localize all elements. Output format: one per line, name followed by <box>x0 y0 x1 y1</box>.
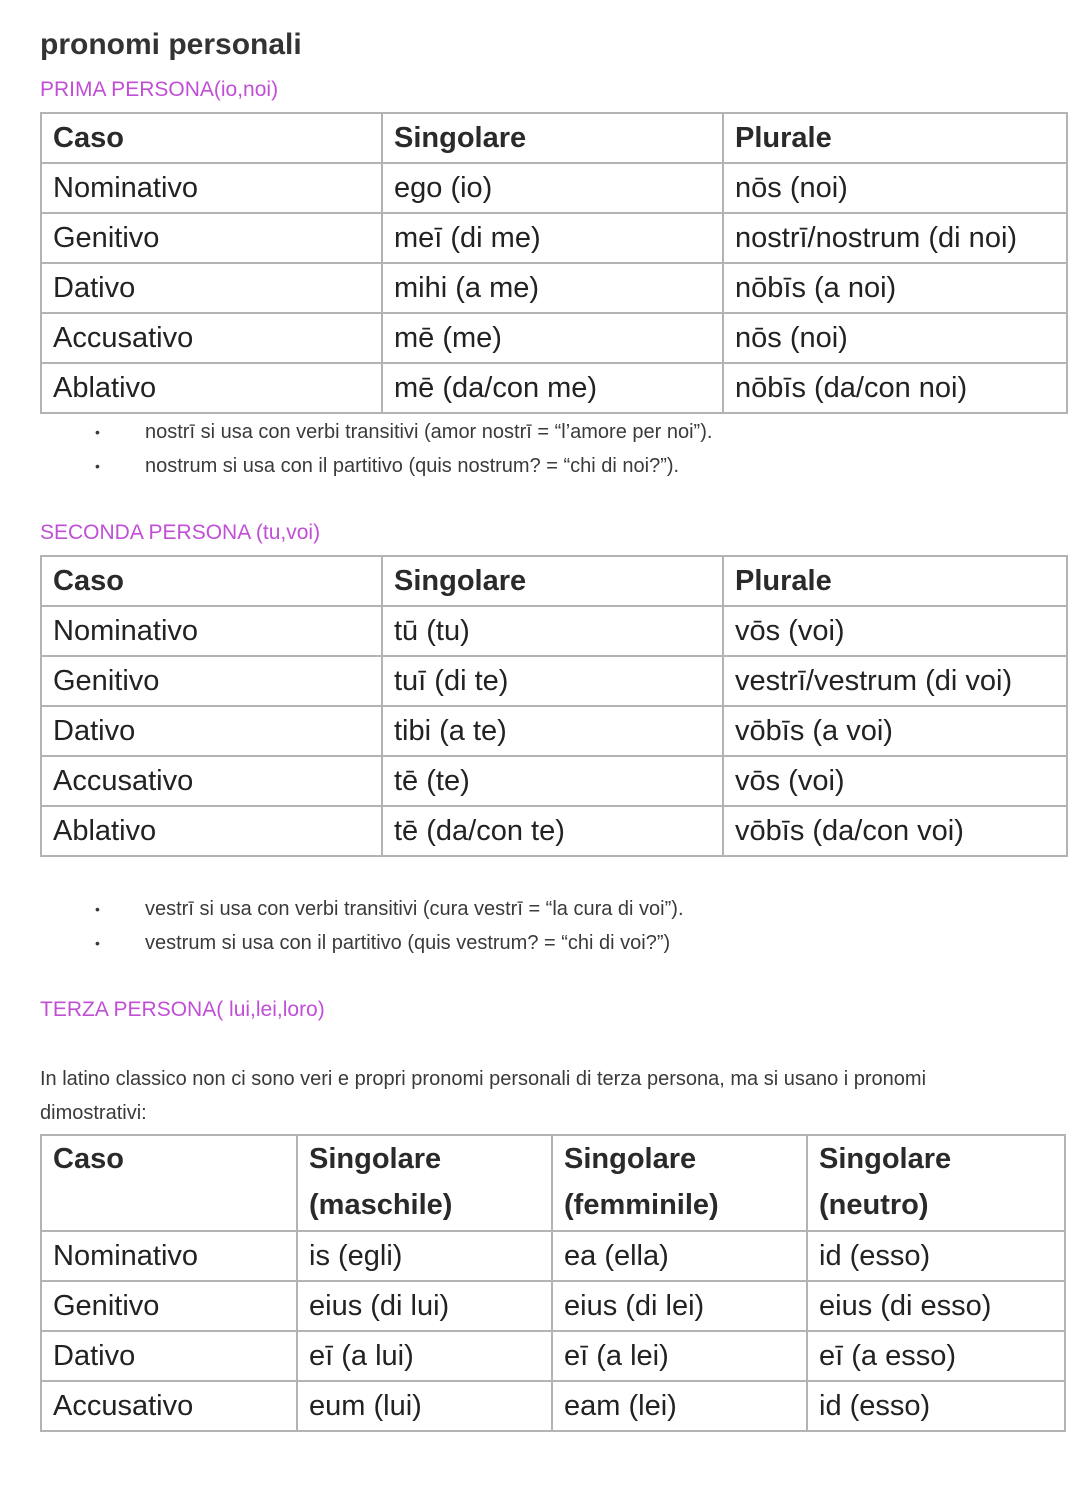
plural-cell: vōbīs (da/con voi) <box>723 806 1067 856</box>
header-cell: Singolare <box>382 556 723 606</box>
second-person-table <box>40 555 1068 857</box>
header-cell: Caso <box>41 113 382 163</box>
case-cell: Nominativo <box>41 163 382 213</box>
table-row <box>41 1281 1065 1331</box>
table-row <box>41 606 1067 656</box>
section-label-third-person: TERZA PERSONA( lui,lei,loro) <box>40 998 325 1021</box>
table-row <box>41 313 1067 363</box>
list-item <box>40 892 684 926</box>
table-header-row <box>41 556 1067 606</box>
feminine-cell: eam (lei) <box>552 1381 807 1431</box>
plural-cell: vestrī/vestrum (di voi) <box>723 656 1067 706</box>
neuter-cell: eī (a esso) <box>807 1331 1065 1381</box>
case-cell: Dativo <box>41 1331 297 1381</box>
case-cell: Dativo <box>41 263 382 313</box>
case-cell: Genitivo <box>41 213 382 263</box>
table-row <box>41 806 1067 856</box>
note-text: vestrī si usa con verbi transitivi (cura vestrī = “la cura di voi”). <box>145 898 684 920</box>
bullet-icon: • <box>95 458 100 474</box>
neuter-cell: id (esso) <box>807 1231 1065 1281</box>
bullet-icon: • <box>95 901 100 917</box>
case-cell: Accusativo <box>41 1381 297 1431</box>
table-row <box>41 1381 1065 1431</box>
bullet-icon: • <box>95 424 100 440</box>
case-cell: Accusativo <box>41 313 382 363</box>
table-row <box>41 656 1067 706</box>
masculine-cell: eī (a lui) <box>297 1331 552 1381</box>
plural-cell: nōbīs (da/con noi) <box>723 363 1067 413</box>
plural-cell: nostrī/nostrum (di noi) <box>723 213 1067 263</box>
singular-cell: ego (io) <box>382 163 723 213</box>
feminine-cell: eius (di lei) <box>552 1281 807 1331</box>
note-text: nostrī si usa con verbi transitivi (amor nostrī = “l’amore per noi”). <box>145 421 713 443</box>
header-cell: Plurale <box>723 556 1067 606</box>
table-header-row <box>41 113 1067 163</box>
table-row <box>41 706 1067 756</box>
table-row <box>41 213 1067 263</box>
case-cell: Genitivo <box>41 656 382 706</box>
table-row <box>41 1331 1065 1381</box>
list-item <box>40 449 712 483</box>
singular-cell: tibi (a te) <box>382 706 723 756</box>
list-item <box>40 415 712 449</box>
case-cell: Accusativo <box>41 756 382 806</box>
header-cell: Caso <box>41 556 382 606</box>
neuter-cell: id (esso) <box>807 1381 1065 1431</box>
header-cell: Singolare (femminile) <box>552 1135 807 1231</box>
header-cell: Caso <box>41 1135 297 1231</box>
header-cell: Singolare <box>382 113 723 163</box>
singular-cell: mē (me) <box>382 313 723 363</box>
table-header-row <box>41 1135 1065 1231</box>
singular-cell: tuī (di te) <box>382 656 723 706</box>
plural-cell: nōbīs (a noi) <box>723 263 1067 313</box>
case-cell: Nominativo <box>41 1231 297 1281</box>
header-cell: Singolare (neutro) <box>807 1135 1065 1231</box>
feminine-cell: ea (ella) <box>552 1231 807 1281</box>
first-person-notes <box>40 415 712 483</box>
table-row <box>41 263 1067 313</box>
table-row <box>41 163 1067 213</box>
feminine-cell: eī (a lei) <box>552 1331 807 1381</box>
third-person-intro: In latino classico non ci sono veri e propri pronomi personali di terza persona, ma si usano i pronomi dimostrativi: <box>40 1068 927 1124</box>
second-person-notes <box>40 892 684 960</box>
plural-cell: vōs (voi) <box>723 756 1067 806</box>
header-cell: Singolare (maschile) <box>297 1135 552 1231</box>
plural-cell: vōs (voi) <box>723 606 1067 656</box>
case-cell: Dativo <box>41 706 382 756</box>
masculine-cell: eius (di lui) <box>297 1281 552 1331</box>
bullet-icon: • <box>95 935 100 951</box>
first-person-table <box>40 112 1068 414</box>
neuter-cell: eius (di esso) <box>807 1281 1065 1331</box>
singular-cell: mihi (a me) <box>382 263 723 313</box>
section-label-first-person: PRIMA PERSONA(io,noi) <box>40 78 279 101</box>
list-item <box>40 926 684 960</box>
case-cell: Ablativo <box>41 806 382 856</box>
singular-cell: tē (da/con te) <box>382 806 723 856</box>
note-text: nostrum si usa con il partitivo (quis nostrum? = “chi di noi?”). <box>145 455 680 477</box>
table-row <box>41 363 1067 413</box>
singular-cell: meī (di me) <box>382 213 723 263</box>
masculine-cell: is (egli) <box>297 1231 552 1281</box>
plural-cell: nōs (noi) <box>723 313 1067 363</box>
masculine-cell: eum (lui) <box>297 1381 552 1431</box>
section-label-second-person: SECONDA PERSONA (tu,voi) <box>40 521 321 544</box>
table-row <box>41 1231 1065 1281</box>
case-cell: Nominativo <box>41 606 382 656</box>
singular-cell: tē (te) <box>382 756 723 806</box>
singular-cell: mē (da/con me) <box>382 363 723 413</box>
third-person-table <box>40 1134 1066 1432</box>
table-row <box>41 756 1067 806</box>
plural-cell: nōs (noi) <box>723 163 1067 213</box>
plural-cell: vōbīs (a voi) <box>723 706 1067 756</box>
case-cell: Genitivo <box>41 1281 297 1331</box>
header-cell: Plurale <box>723 113 1067 163</box>
singular-cell: tū (tu) <box>382 606 723 656</box>
note-text: vestrum si usa con il partitivo (quis vestrum? = “chi di voi?”) <box>145 932 671 954</box>
page-title: pronomi personali <box>40 28 302 61</box>
case-cell: Ablativo <box>41 363 382 413</box>
